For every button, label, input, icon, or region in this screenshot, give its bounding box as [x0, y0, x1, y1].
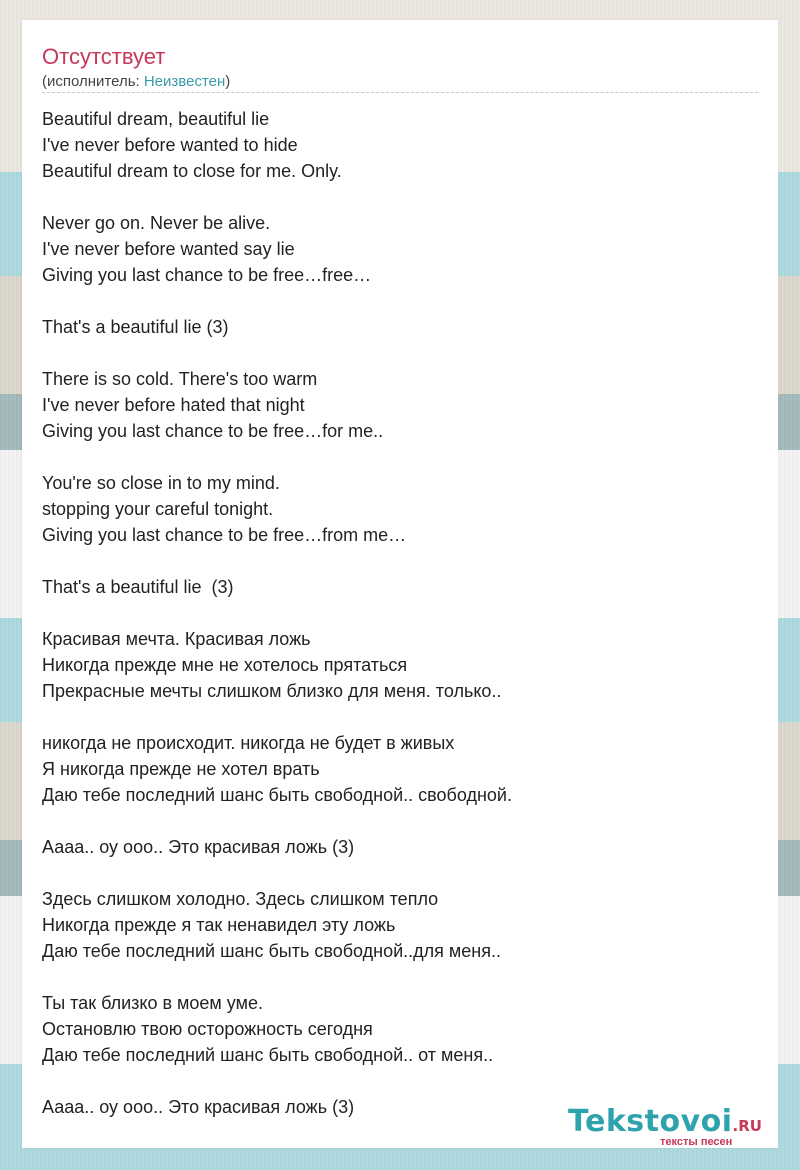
lyric-line: There is so cold. There's too warm	[42, 369, 318, 389]
lyric-line: I've never before wanted say lie	[42, 239, 295, 259]
logo-main-text: Tekstovoi	[568, 1104, 733, 1139]
artist-line	[42, 73, 230, 90]
lyric-line: Giving you last chance to be free…free…	[42, 265, 372, 285]
lyric-line: Даю тебе последний шанс быть свободной..для меня..	[42, 941, 501, 961]
lyric-line	[42, 288, 758, 314]
lyric-line: stopping your careful tonight.	[42, 499, 274, 519]
lyric-line: Здесь слишком холодно. Здесь слишком тепло	[42, 889, 439, 909]
lyric-line: Аааа.. оу ооо.. Это красивая ложь (3)	[42, 837, 355, 857]
logo-tagline: тексты песен	[660, 1136, 733, 1148]
lyrics-card	[22, 20, 778, 1148]
lyrics-text	[42, 106, 758, 1120]
divider	[42, 92, 758, 93]
artist-link[interactable]: Неизвестен	[143, 73, 226, 90]
lyric-line	[42, 600, 758, 626]
lyric-line: Beautiful dream, beautiful lie	[42, 109, 270, 129]
lyric-line: Остановлю твою осторожность сегодня	[42, 1019, 373, 1039]
lyric-line: Никогда прежде мне не хотелось прятаться	[42, 655, 408, 675]
logo-wordmark	[568, 1104, 762, 1139]
artist-suffix: )	[225, 73, 231, 90]
lyric-line: Даю тебе последний шанс быть свободной.. свободной.	[42, 785, 512, 805]
lyric-line	[42, 340, 758, 366]
lyric-line: I've never before hated that night	[42, 395, 305, 415]
lyric-line	[42, 1068, 758, 1094]
lyric-line: Giving you last chance to be free…for me..	[42, 421, 384, 441]
logo-tld: .RU	[732, 1117, 762, 1135]
lyric-line	[42, 860, 758, 886]
lyric-line: That's a beautiful lie (3)	[42, 577, 234, 597]
lyric-line: You're so close in to my mind.	[42, 473, 280, 493]
lyric-line	[42, 704, 758, 730]
lyric-line: Я никогда прежде не хотел врать	[42, 759, 320, 779]
lyric-line: That's a beautiful lie (3)	[42, 317, 229, 337]
site-logo[interactable]	[568, 1104, 778, 1150]
lyric-line: Giving you last chance to be free…from me…	[42, 525, 407, 545]
lyric-line	[42, 184, 758, 210]
artist-prefix: (исполнитель:	[42, 73, 144, 90]
lyric-line: Beautiful dream to close for me. Only.	[42, 161, 342, 181]
lyric-line: Аааа.. оу ооо.. Это красивая ложь (3)	[42, 1097, 355, 1117]
lyric-line	[42, 808, 758, 834]
lyric-line: Даю тебе последний шанс быть свободной.. от меня..	[42, 1045, 494, 1065]
lyric-line: Ты так близко в моем уме.	[42, 993, 263, 1013]
lyric-line: Никогда прежде я так ненавидел эту ложь	[42, 915, 396, 935]
lyric-line	[42, 444, 758, 470]
lyric-line: I've never before wanted to hide	[42, 135, 298, 155]
lyric-line: Прекрасные мечты слишком близко для меня. только..	[42, 681, 502, 701]
lyric-line: Never go on. Never be alive.	[42, 213, 271, 233]
lyric-line	[42, 964, 758, 990]
lyric-line: никогда не происходит. никогда не будет в живых	[42, 733, 455, 753]
song-title: Отсутствует	[42, 44, 166, 69]
lyric-line: Красивая мечта. Красивая ложь	[42, 629, 311, 649]
lyric-line	[42, 548, 758, 574]
